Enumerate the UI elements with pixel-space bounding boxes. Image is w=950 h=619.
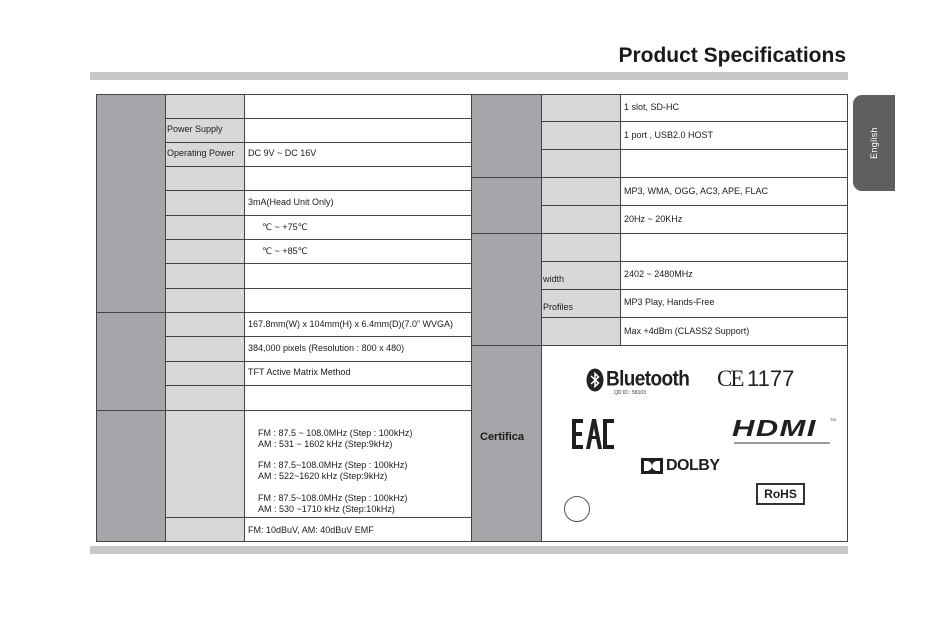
spec-label: Power Supply [167, 124, 223, 134]
ce-number: 1177 [747, 366, 795, 391]
bluetooth-wordmark: Bluetooth [606, 368, 690, 392]
spec-value: TFT Active Matrix Method [248, 367, 351, 377]
bluetooth-icon [586, 368, 604, 392]
ce-letters: CE [717, 366, 743, 391]
bluetooth-qd-id: QD ID : 58103 [614, 390, 646, 396]
eac-icon [571, 418, 615, 450]
spec-value: MP3 Play, Hands-Free [624, 297, 715, 307]
spec-value: 384,000 pixels (Resolution : 800 x 480) [248, 343, 405, 353]
hdmi-wordmark: HDMI [732, 415, 817, 441]
sensitivity-value: FM: 10dBuV, AM: 40dBuV EMF [248, 525, 374, 535]
dolby-wordmark: DOLBY [666, 457, 720, 474]
language-tab[interactable] [853, 95, 895, 191]
eac-logo [571, 418, 615, 455]
page-title: Product Specifications [618, 44, 846, 67]
spec-value: 3mA(Head Unit Only) [248, 197, 334, 207]
hdmi-tm: TM [830, 417, 836, 422]
certification-label: Certifica [480, 431, 525, 443]
tuner-line: FM : 87.5~108.0MHz (Step : 100kHz) [258, 460, 408, 470]
spec-label: Profiles [543, 302, 574, 312]
spec-value: MP3, WMA, OGG, AC3, APE, FLAC [624, 186, 769, 196]
spec-value: 1 port , USB2.0 HOST [624, 130, 714, 140]
tuner-line: AM : 531 ~ 1602 kHz (Step:9kHz) [258, 439, 393, 449]
tuner-line: AM : 530 ~1710 kHz (Step:10kHz) [258, 504, 395, 514]
tuner-line: FM : 87.5~108.0MHz (Step : 100kHz) [258, 493, 408, 503]
spec-value: 1 slot, SD-HC [624, 102, 680, 112]
tuner-line: FM : 87.5 ~ 108.0MHz (Step : 100kHz) [258, 428, 413, 438]
dolby-logo [641, 457, 720, 479]
hdmi-tagline-strip [734, 442, 830, 444]
spec-value: Max +4dBm (CLASS2 Support) [624, 326, 750, 336]
circle-mark-icon [564, 496, 590, 522]
bluetooth-logo [586, 368, 690, 397]
spec-label: width [543, 274, 565, 284]
spec-value: 167.8mm(W) x 104mm(H) x 6.4mm(D)(7.0” WVGA) [248, 319, 454, 329]
spec-label: Operating Power [167, 148, 235, 158]
spec-value: ℃ ~ +75℃ [262, 222, 308, 232]
top-divider [90, 72, 848, 80]
rohs-wordmark: RoHS [764, 487, 797, 501]
spec-value: 2402 ~ 2480MHz [624, 269, 693, 279]
spec-value: ℃ ~ +85℃ [262, 246, 308, 256]
tuner-line: AM : 522~1620 kHz (Step:9kHz) [258, 471, 388, 481]
rohs-logo [756, 483, 805, 505]
spec-value: DC 9V ~ DC 16V [248, 148, 317, 158]
spec-value: 20Hz ~ 20KHz [624, 214, 683, 224]
language-tab-label: English [869, 127, 879, 159]
bottom-divider [90, 546, 848, 554]
dolby-icon [641, 458, 663, 474]
